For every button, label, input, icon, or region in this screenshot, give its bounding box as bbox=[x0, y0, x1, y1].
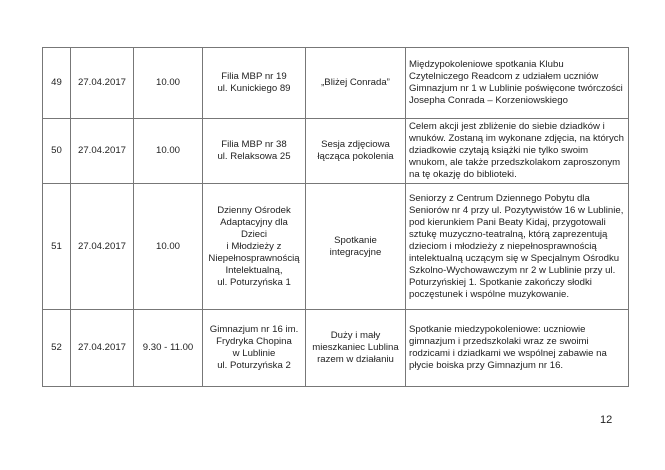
place-line: ul. Kunickiego 89 bbox=[217, 83, 291, 94]
event-date: 27.04.2017 bbox=[71, 310, 134, 387]
place-line: Filia MBP nr 19 bbox=[221, 71, 287, 82]
table-row bbox=[43, 184, 629, 310]
row-number: 50 bbox=[43, 119, 71, 184]
row-number: 52 bbox=[43, 310, 71, 387]
table-row bbox=[43, 48, 629, 119]
event-time: 10.00 bbox=[134, 48, 203, 119]
event-description: Spotkanie miedzypokoleniowe: uczniowie gimnazjum i przedszkolaki wraz ze swoimi rodzicami i dziadkami we wspólnej zabawie na płycie boiska przy Gimnazjum nr 16. bbox=[406, 310, 629, 387]
event-date: 27.04.2017 bbox=[71, 119, 134, 184]
place-line: ul. Poturzyńska 2 bbox=[217, 360, 291, 371]
event-place bbox=[203, 310, 306, 387]
place-line: ul. Poturzyńska 1 bbox=[217, 276, 291, 288]
place-line: Intelektualną, bbox=[225, 264, 283, 276]
page-number: 12 bbox=[600, 414, 613, 426]
event-title: Sesja zdjęciowa łącząca pokolenia bbox=[306, 119, 406, 184]
place-line: ul. Relaksowa 25 bbox=[217, 151, 291, 162]
table-row bbox=[43, 310, 629, 387]
place-line: w Lublinie bbox=[232, 348, 276, 359]
event-time: 10.00 bbox=[134, 184, 203, 310]
row-number: 49 bbox=[43, 48, 71, 119]
event-time: 9.30 - 11.00 bbox=[134, 310, 203, 387]
event-description: Celem akcji jest zbliżenie do siebie dziadków i wnuków. Zostaną im wykonane zdjęcia, na których dziadkowie czytają książki nie tylko swoim wnukom, ale także przedszkolakom zaproszonym na tę okazję do biblioteki. bbox=[406, 119, 629, 184]
event-place bbox=[203, 184, 306, 310]
place-line: Niepełnosprawnością bbox=[208, 252, 300, 264]
table-row bbox=[43, 119, 629, 184]
event-description: Międzypokoleniowe spotkania Klubu Czytelniczego Readcom z udziałem uczniów Gimnazjum nr 1 w Lublinie poświęcone twórczości Josepha Conrada – Korzeniowskiego bbox=[406, 48, 629, 119]
event-place bbox=[203, 48, 306, 119]
event-place bbox=[203, 119, 306, 184]
event-time: 10.00 bbox=[134, 119, 203, 184]
event-title: „Bliżej Conrada” bbox=[306, 48, 406, 119]
row-number: 51 bbox=[43, 184, 71, 310]
events-table bbox=[42, 47, 629, 387]
event-date: 27.04.2017 bbox=[71, 48, 134, 119]
event-date: 27.04.2017 bbox=[71, 184, 134, 310]
place-line: Dzienny Ośrodek bbox=[217, 204, 291, 216]
place-line: Adaptacyjny dla Dzieci bbox=[220, 216, 288, 240]
event-title: Duży i mały mieszkaniec Lublina razem w działaniu bbox=[306, 310, 406, 387]
place-line: Gimnazjum nr 16 im. bbox=[209, 324, 299, 335]
place-line: i Młodzieży z bbox=[226, 240, 282, 252]
event-title: Spotkanie integracyjne bbox=[306, 184, 406, 310]
place-line: Frydryka Chopina bbox=[216, 336, 292, 347]
event-description: Seniorzy z Centrum Dziennego Pobytu dla Seniorów nr 4 przy ul. Pozytywistów 16 w Lublinie, pod kierunkiem Pani Beaty Kidaj, przygotowali sztukę muzyczno-teatralną, którą zaprezentują dzieciom i młodzieży z niepełnosprawnością intelektualną uczącym się w Specjalnym Ośrodku Szkolno-Wychowawczym nr 2 w Lublinie przy ul. Poturzyńskiej 1. Spotkanie zakończy słodki poczęstunek i wspólne muzykowanie. bbox=[406, 184, 629, 310]
place-line: Filia MBP nr 38 bbox=[221, 139, 287, 150]
